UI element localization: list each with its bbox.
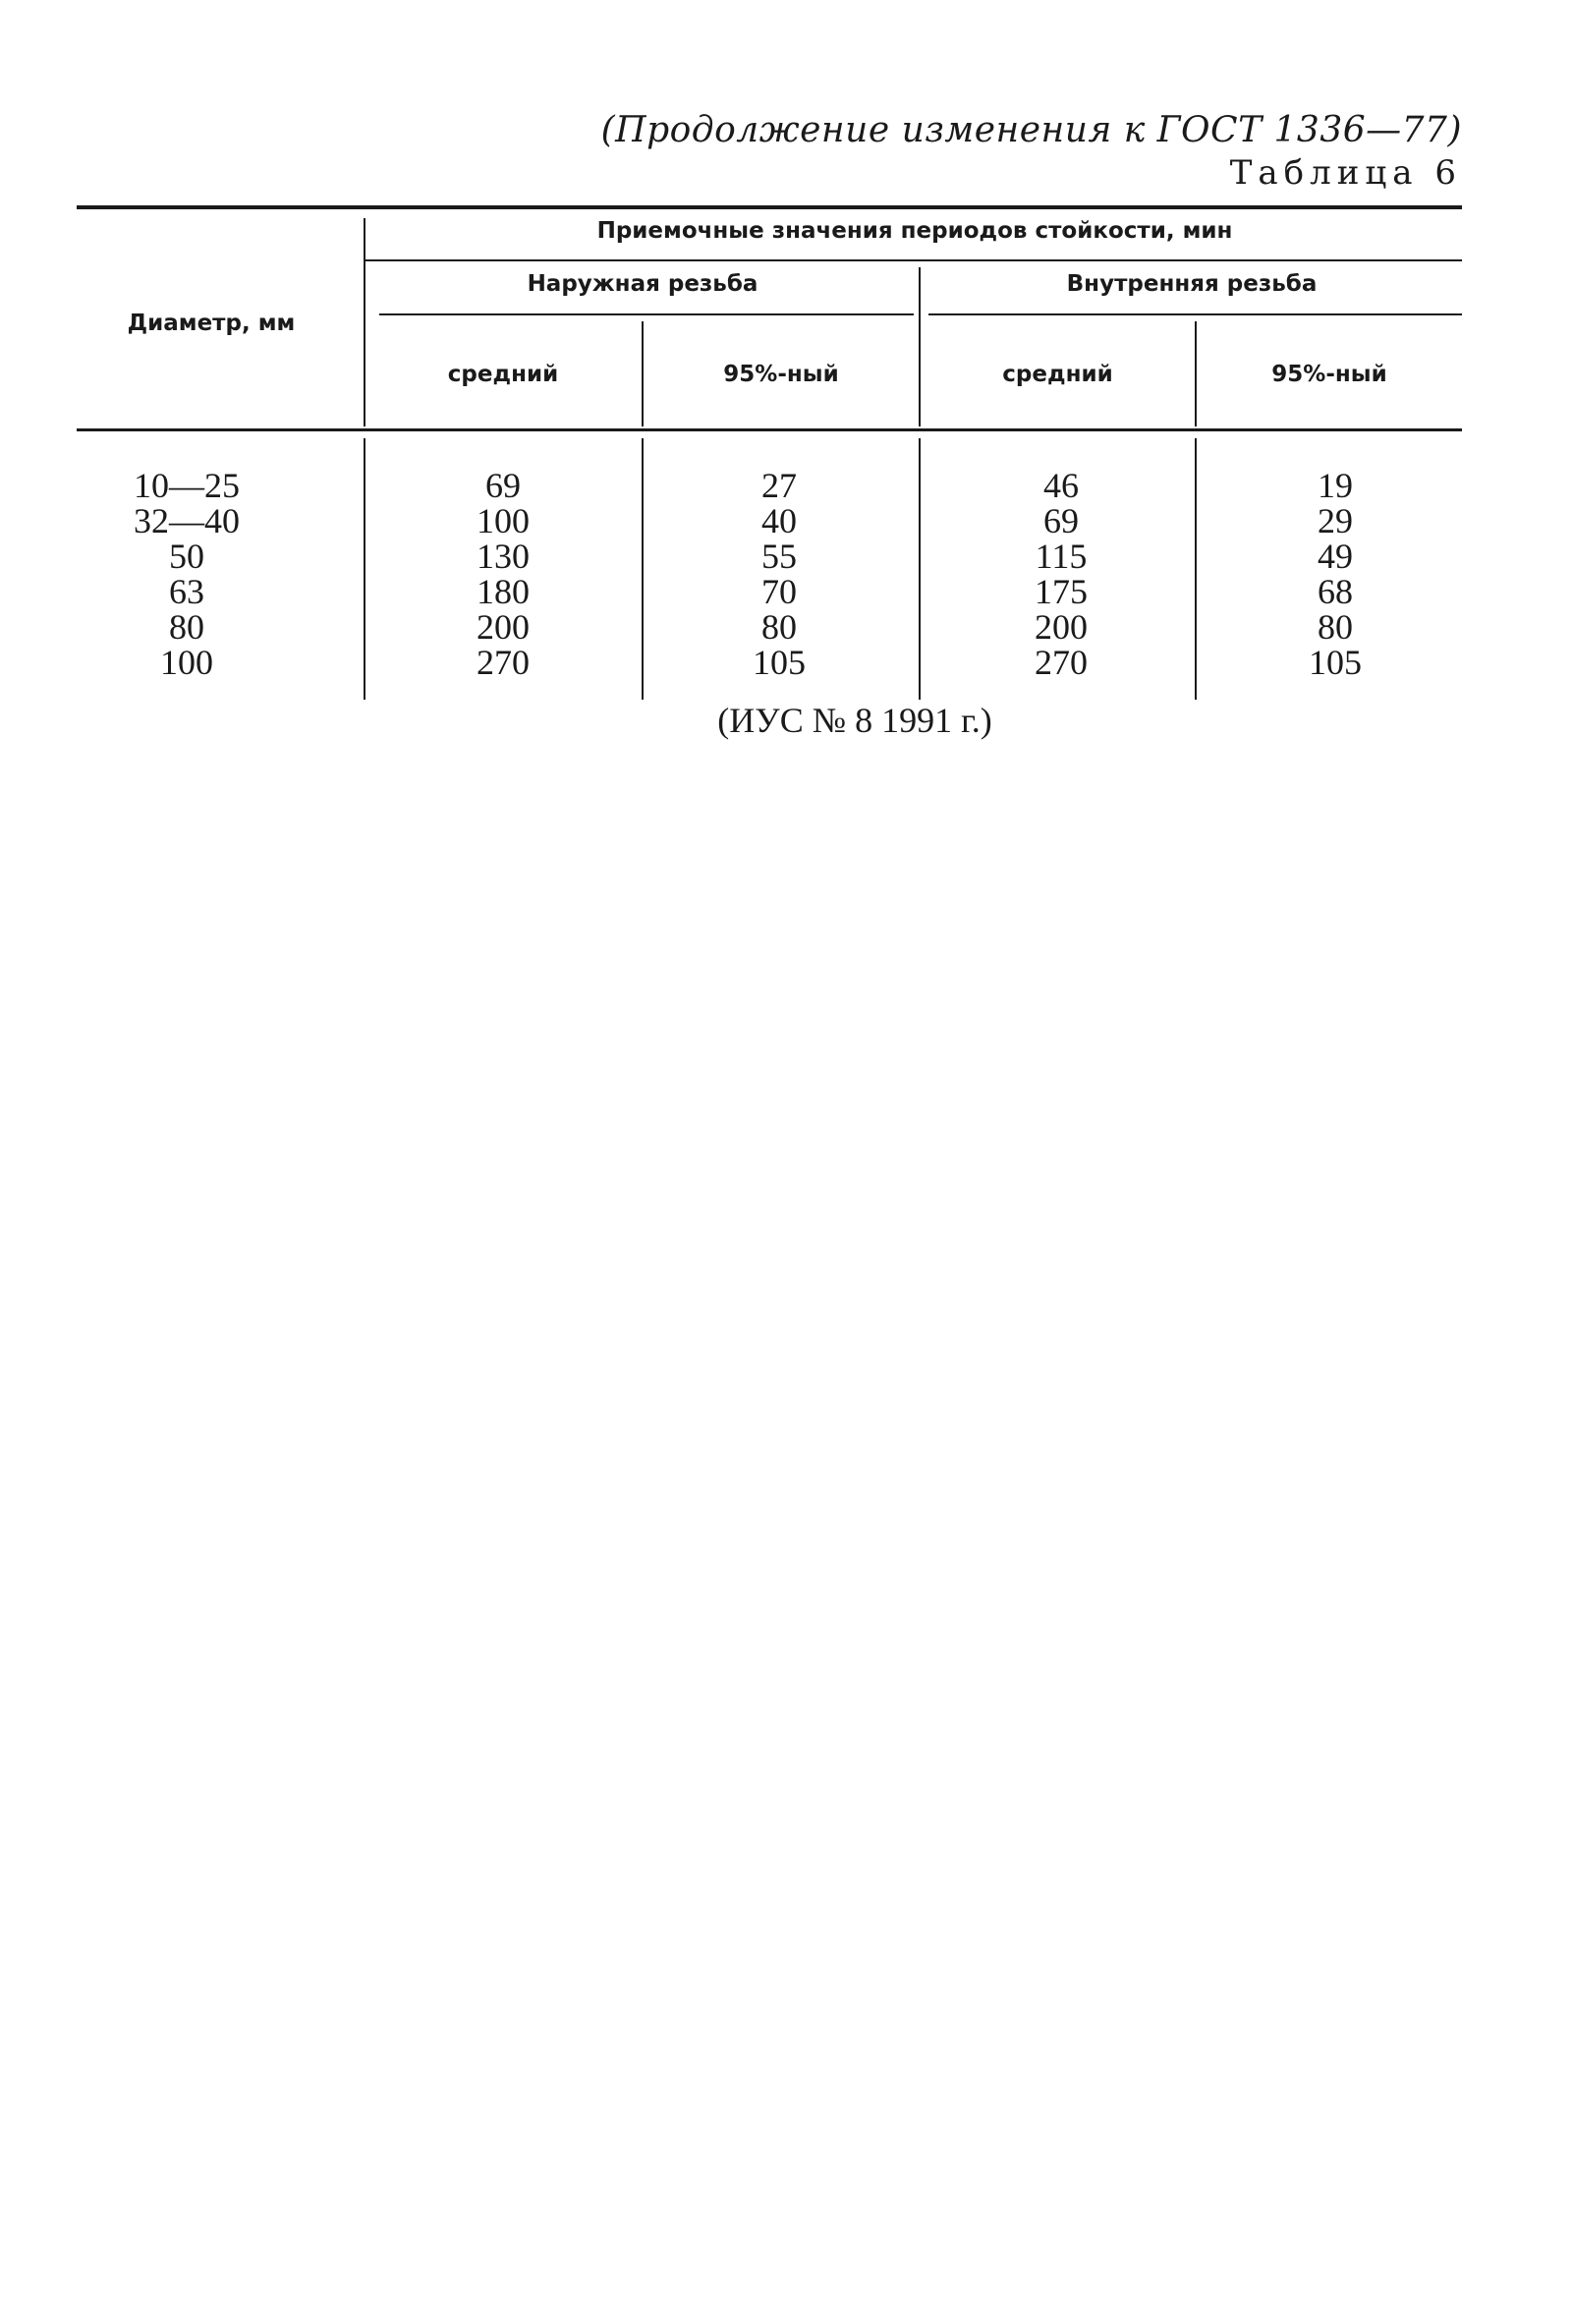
table-cell: 55: [761, 537, 797, 576]
table-cell: 200: [477, 607, 530, 647]
table-cell: 70: [761, 572, 797, 611]
table-cell: 50: [169, 537, 204, 576]
table-cell: 80: [761, 607, 797, 647]
column-internal-95: [1232, 468, 1438, 680]
table-cell: 115: [1035, 537, 1088, 576]
table-cell: 40: [761, 501, 797, 540]
table-cell: 80: [169, 607, 204, 647]
column-internal-mean: [958, 468, 1164, 680]
table-cell: 46: [1043, 466, 1079, 505]
column-diameter: [90, 468, 283, 680]
table-cell: 200: [1035, 607, 1088, 647]
subgroup-header-internal: Внутренняя резьба: [1066, 271, 1318, 297]
continuation-header: (Продолжение изменения к ГОСТ 1336—77): [600, 110, 1462, 150]
table-cell: 10—25: [134, 466, 240, 505]
column-external-95: [676, 468, 882, 680]
divider-diameter-header: [364, 218, 365, 426]
column-header-diameter: Диаметр, мм: [127, 311, 296, 336]
table-cell: 105: [1309, 643, 1362, 682]
group-header: Приемочные значения периодов стойкости, мин: [596, 218, 1233, 244]
table-top-rule: [77, 205, 1462, 209]
divider-groups-body: [919, 438, 921, 700]
table-cell: 180: [477, 572, 530, 611]
table-cell: 32—40: [134, 501, 240, 540]
table-cell: 130: [477, 537, 530, 576]
table-cell: 68: [1318, 572, 1353, 611]
table-cell: 49: [1318, 537, 1353, 576]
subgroup-header-external: Наружная резьба: [527, 271, 758, 297]
table-cell: 100: [160, 643, 213, 682]
source-note: (ИУС № 8 1991 г.): [717, 701, 992, 740]
subcol-header-internal-95: 95%-ный: [1271, 362, 1387, 387]
subcol-header-external-mean: средний: [447, 362, 559, 387]
subgroup-rule-internal: [928, 313, 1462, 315]
table-cell: 19: [1318, 466, 1353, 505]
table-cell: 27: [761, 466, 797, 505]
table-cell: 270: [1035, 643, 1088, 682]
table-cell: 175: [1035, 572, 1088, 611]
table-cell: 29: [1318, 501, 1353, 540]
table-cell: 270: [477, 643, 530, 682]
subcol-header-internal-mean: средний: [1002, 362, 1113, 387]
table-cell: 100: [477, 501, 530, 540]
divider-internal-subcols-body: [1195, 438, 1197, 700]
table-label: Таблица 6: [1229, 153, 1462, 193]
divider-external-subcols-body: [642, 438, 644, 700]
subcol-header-external-95: 95%-ный: [723, 362, 839, 387]
divider-groups-header: [919, 267, 921, 426]
header-bottom-rule: [77, 428, 1462, 431]
column-external-mean: [405, 468, 601, 680]
table-cell: 69: [1043, 501, 1079, 540]
divider-diameter-body: [364, 438, 365, 700]
subgroup-rule-external: [379, 313, 914, 315]
table-cell: 105: [753, 643, 806, 682]
table-cell: 69: [485, 466, 521, 505]
group-header-rule: [364, 259, 1462, 261]
table-cell: 80: [1318, 607, 1353, 647]
table-cell: 63: [169, 572, 204, 611]
